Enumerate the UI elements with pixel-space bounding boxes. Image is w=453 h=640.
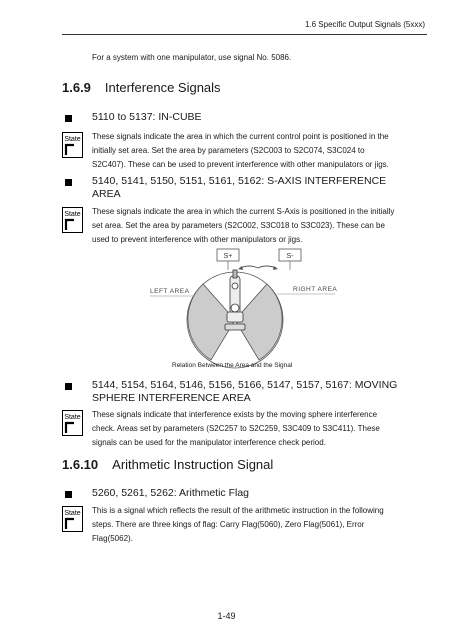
arrow-head-right: [273, 266, 278, 270]
right-area-label: RIGHT AREA: [293, 286, 338, 293]
section-number: 1.6.9: [62, 80, 91, 95]
item-description: [92, 130, 389, 172]
item-heading: [92, 175, 386, 201]
header-rule: [62, 34, 427, 35]
heading-line: 5144, 5154, 5164, 5146, 5156, 5166, 5147, 5157, 5167: MOVING: [92, 379, 398, 391]
desc-line: initially set area. Set the area by parameters (S2C003 to S2C074, S3C024 to: [92, 146, 365, 155]
item-heading: [92, 379, 397, 405]
section-number: 1.6.10: [62, 457, 99, 472]
desc-line: check. Areas set by parameters (S2C257 to S2C259, S3C409 to S3C411). These: [92, 424, 380, 433]
desc-line: steps. There are three kings of flag: Carry Flag(5060), Zero Flag(5061), Error: [92, 520, 365, 529]
desc-line: used to prevent interference with other manipulators or jigs.: [92, 235, 303, 244]
desc-line: S2C407). These can be used to prevent interference with other manipulators or jigs.: [92, 160, 389, 169]
item-description: [92, 504, 384, 546]
item-description: [92, 408, 380, 450]
s-plus-label: S+: [223, 253, 233, 260]
heading-line: 5140, 5141, 5150, 5151, 5161, 5162: S-AXIS INTERFERENCE: [92, 175, 387, 187]
desc-line: This is a signal which reflects the result of the arithmetic instruction in the following: [92, 506, 384, 515]
bullet-icon: [65, 115, 72, 122]
page-number: 1-49: [217, 611, 236, 621]
section-heading-1-6-9: [62, 80, 221, 95]
bullet-icon: [65, 179, 72, 186]
desc-line: These signals indicate the area in which the current control point is positioned in the: [92, 132, 389, 141]
rotation-arrow-left: [240, 266, 258, 268]
arrow-head-left: [238, 266, 243, 270]
state-label: State: [64, 414, 81, 421]
state-icon: [62, 410, 83, 436]
item-heading: 5110 to 5137: IN-CUBE: [92, 111, 202, 123]
left-area-label: LEFT AREA: [150, 288, 190, 295]
running-header: 1.6 Specific Output Signals (5xxx): [304, 20, 425, 29]
state-icon: [62, 207, 83, 233]
item-description: [92, 205, 394, 247]
desc-line: set area. Set the area by parameters (S2C002, S3C018 to S3C023). These can be: [92, 221, 385, 230]
s-minus-label: S-: [286, 253, 294, 260]
intro-note: For a system with one manipulator, use signal No. 5086.: [92, 53, 292, 62]
figure-caption: Relation Between the Area and the Signal: [172, 362, 293, 369]
area-signal-figure: [90, 246, 380, 372]
section-heading-1-6-10: [62, 457, 273, 472]
rotation-arrow-right: [258, 266, 276, 268]
bullet-icon: [65, 491, 72, 498]
item-heading: 5260, 5261, 5262: Arithmetic Flag: [92, 487, 250, 499]
state-icon: [62, 132, 83, 158]
section-title: Arithmetic Instruction Signal: [112, 457, 274, 472]
state-label: State: [64, 510, 81, 517]
state-label: State: [64, 136, 81, 143]
state-icon: [62, 506, 83, 532]
section-title: Interference Signals: [104, 80, 221, 95]
desc-line: These signals indicate that interference exists by the moving sphere interference: [92, 410, 378, 419]
desc-line: Flag(5062).: [92, 534, 133, 543]
heading-line: AREA: [92, 188, 121, 200]
heading-line: SPHERE INTERFERENCE AREA: [92, 392, 251, 404]
desc-line: These signals indicate the area in which the current S-Axis is positioned in the initially: [92, 207, 395, 216]
desc-line: signals can be used for the manipulator interference check period.: [92, 438, 326, 447]
state-label: State: [64, 211, 81, 218]
bullet-icon: [65, 383, 72, 390]
